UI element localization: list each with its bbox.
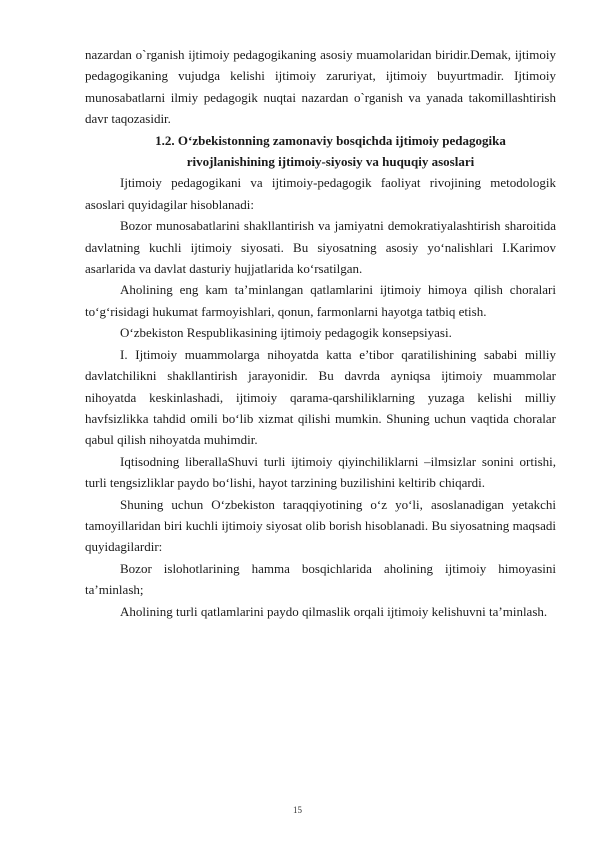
section-heading-line1: 1.2. O‘zbekistonning zamonaviy bosqichda ijtimoiy pedagogika bbox=[155, 132, 506, 148]
section-heading-line2: rivojlanishining ijtimoiy-siyosiy va huquqiy asoslari bbox=[186, 154, 475, 170]
paragraph: O‘zbekiston Respublikasining ijtimoiy pedagogik konsepsiyasi. bbox=[120, 325, 452, 341]
paragraph-intro: nazardan o`rganish ijtimoiy pedagogikaning asosiy muamolaridan biridir.Demak, ijtimoiy pedagogikaning vujudga kelishi ijtimoiy zaruriyat, ijtimoiy buyurtmadir. Ijtimoiy munosabatlarni ilmiy pedagogik nuqtai nazardan o`rganish va yanada takomillashtirish davr taqozasidir. bbox=[85, 47, 556, 127]
paragraph: Bozor munosabatlarini shakllantirish va jamiyatni demokratiyalashtirish sharoitida davlatning kuchli ijtimoiy siyosati. Bu siyosatning asosiy yo‘nalishlari I.Karimov asarlarida va davlat dasturiy hujjatlarida ko‘rsatilgan. bbox=[85, 218, 556, 277]
paragraph: Bozor islohotlarining hamma bosqichlarida aholining ijtimoiy himoyasini ta’minlash; bbox=[85, 560, 556, 598]
document-page bbox=[85, 44, 556, 622]
paragraph: Aholining eng kam ta’minlangan qatlamlarini ijtimoiy himoya qilish choralari to‘g‘risidagi hukumat farmoyishlari, qonun, farmonlarni hayotga tatbiq etish. bbox=[85, 282, 556, 319]
paragraph: I. Ijtimoiy muammolarga nihoyatda katta e’tibor qaratilishining sababi milliy davlatchilikni shakllantirish jarayonidir. Bu davrda ayniqsa ijtimoiy muammolar nihoyatda keskinlashadi, ijtimoiy qarama-qarshiliklarning yuzaga kelishi milliy havfsizlikka tahdid omili bo‘lib xizmat qilishi mumkin. Shuning uchun vaqtida choralar qabul qilish nihoyatda muhimdir. bbox=[85, 346, 556, 448]
paragraph: Ijtimoiy pedagogikani va ijtimoiy-pedagogik faoliyat rivojining metodologik asoslari quyidagilar hisoblanadi: bbox=[85, 175, 556, 212]
page-number: 15 bbox=[293, 805, 302, 815]
paragraph: Shuning uchun O‘zbekiston taraqqiyotining o‘z yo‘li, asoslanadigan yetakchi tamoyillaridan biri kuchli ijtimoiy siyosat olib borish hisoblanadi. Bu siyosatning maqsadi quyidagilardir: bbox=[85, 496, 556, 555]
paragraph: Iqtisodning liberallaShuvi turli ijtimoiy qiyinchiliklarni –ilmsizlar sonini ortishi, turli tengsizliklar paydo bo‘lishi, hayot tarzining buzilishini keltirib chiqardi. bbox=[85, 453, 556, 491]
paragraph: Aholining turli qatlamlarini paydo qilmaslik orqali ijtimoiy kelishuvni ta’minlash. bbox=[120, 603, 548, 619]
